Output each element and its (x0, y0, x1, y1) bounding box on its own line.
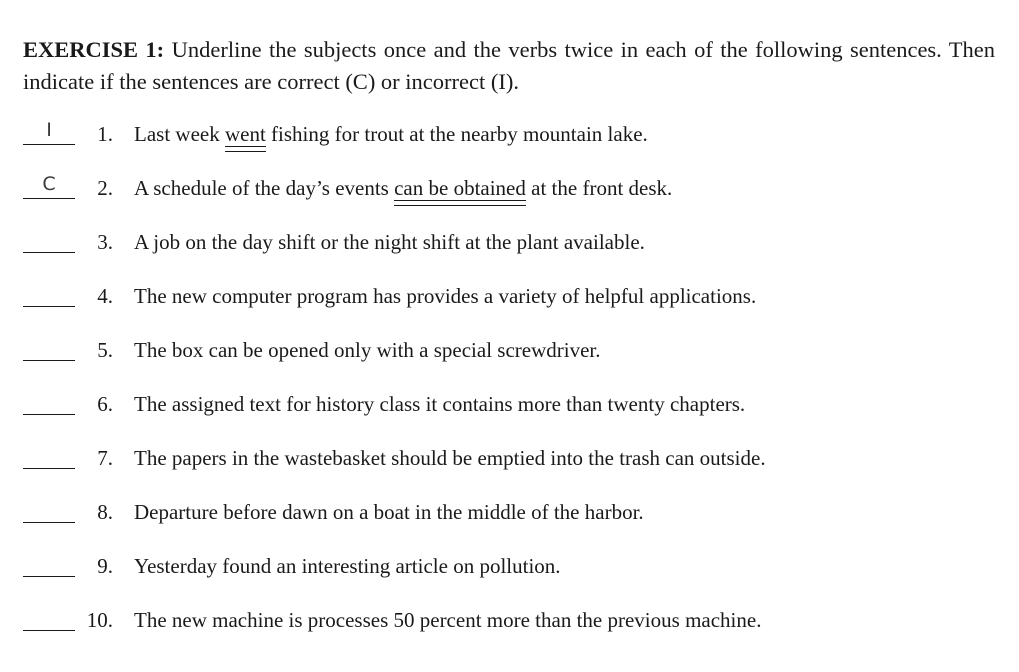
answer-blank[interactable] (23, 198, 75, 199)
sentence-text: The papers in the wastebasket should be emptied into the trash can outside. (134, 446, 766, 470)
verb-double-underlined: went (224, 122, 266, 146)
sentence-after-verb: fishing for trout at the nearby mountain lake. (265, 122, 648, 146)
sentence-before-verb: Last week (134, 122, 225, 146)
answer-blank[interactable] (23, 414, 75, 415)
answer-blank[interactable] (23, 576, 75, 577)
answer-blank[interactable] (23, 144, 75, 145)
sentence-text: The assigned text for history class it contains more than twenty chapters. (134, 392, 746, 416)
item-number: 4. (97, 284, 113, 308)
sentence-text: A job on the day shift or the night shift at the plant available. (134, 230, 645, 254)
sentence-after-verb: at the front desk. (525, 176, 673, 200)
sentence-text: Yesterday found an interesting article on pollution. (134, 554, 561, 578)
sentence-text (134, 176, 672, 201)
sentence-text (134, 122, 648, 147)
sentence-text: The new computer program has provides a variety of helpful applications. (134, 284, 757, 308)
exercise-item-7 (0, 446, 1019, 478)
answer-mark: C (42, 173, 56, 195)
item-number: 8. (97, 500, 113, 524)
item-number: 5. (97, 338, 113, 362)
answer-blank[interactable] (23, 252, 75, 253)
exercise-item-5 (0, 338, 1019, 370)
exercise-item-6 (0, 392, 1019, 424)
exercise-item-2 (0, 173, 1019, 208)
exercise-item-10 (0, 608, 1019, 640)
sentence-text: The new machine is processes 50 percent more than the previous machine. (134, 608, 762, 632)
answer-blank[interactable] (23, 360, 75, 361)
item-number: 10. (86, 608, 113, 632)
exercise-instructions (23, 34, 995, 98)
item-number: 3. (97, 230, 113, 254)
exercise-item-4 (0, 284, 1019, 316)
answer-blank[interactable] (23, 468, 75, 469)
item-number: 7. (97, 446, 113, 470)
exercise-item-3 (0, 230, 1019, 262)
exercise-item-8 (0, 500, 1019, 532)
item-number: 1. (97, 122, 113, 146)
item-number: 6. (97, 392, 113, 416)
answer-blank[interactable] (23, 630, 75, 631)
answer-blank[interactable] (23, 306, 75, 307)
exercise-item-9 (0, 554, 1019, 586)
exercise-label: EXERCISE 1: (23, 37, 165, 62)
item-number: 2. (97, 176, 113, 200)
sentence-before-verb: A schedule of the day’s events (134, 176, 395, 200)
sentence-text: The box can be opened only with a special screwdriver. (134, 338, 601, 362)
verb-double-underlined: can be obtained (394, 176, 526, 200)
instructions-text: Underline the subjects once and the verbs twice in each of the following sentences. Then indicate if the sentences are correct (C) or incorrect (I). (23, 37, 996, 94)
answer-mark: I (46, 119, 52, 141)
exercise-item-1 (0, 119, 1019, 154)
answer-blank[interactable] (23, 522, 75, 523)
sentence-text: Departure before dawn on a boat in the middle of the harbor. (134, 500, 644, 524)
item-number: 9. (97, 554, 113, 578)
